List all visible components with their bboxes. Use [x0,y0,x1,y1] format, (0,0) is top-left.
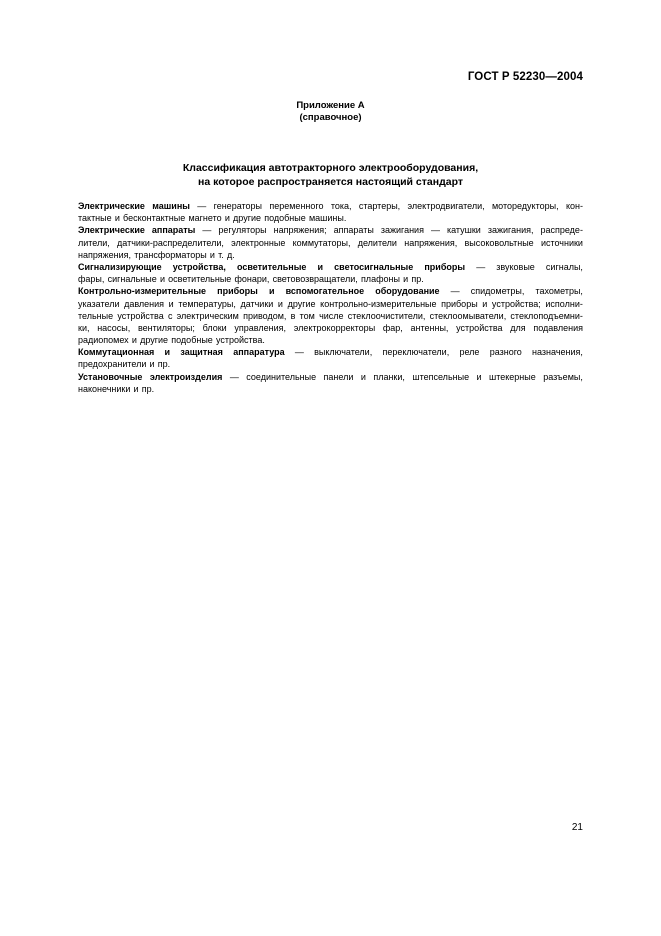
entry-word: штепсельные [412,371,470,382]
entry-term-word: осветительные [236,261,307,272]
appendix-title: Приложение А [296,100,365,111]
entry-term-word: устройства, [172,261,226,272]
entry-word: разного [489,347,522,358]
entry-word: электрокорректоры [293,322,376,333]
entry-line [78,310,583,322]
entry-word: катушки [446,225,481,236]
em-dash: — [229,371,239,382]
classification-entry [78,285,583,346]
entry-term-word: Установочные [78,371,143,382]
entry-word: сигнальные [107,274,157,285]
entry-line [78,212,583,224]
entry-word: вентиляторы; [137,322,195,333]
entry-word: и [159,274,165,285]
entry-word: электронные [231,237,286,248]
entry-word: устройства [117,310,164,321]
appendix-heading [0,100,661,124]
entry-word: моторедукторы, [491,201,559,211]
entry-word: ки, [78,322,90,333]
entry-first-line [78,346,583,358]
entry-term-word: аппараты [151,225,196,236]
entry-word: стеклоомыватели, [429,310,507,321]
entry-word: источники [540,237,583,248]
entry-word: числе [319,310,344,321]
entry-word: магнето [188,213,222,224]
entry-word: и [277,298,283,309]
entry-word: звуковые [496,261,535,272]
entry-word: напряжения, [78,249,132,260]
entry-word: спидометры, [470,286,525,297]
section-title-line-2: на которое распространяется настоящий стандарт [198,175,463,188]
entry-term-word: Электрические [78,225,145,236]
entry-term-word: вспомогательное [285,286,365,297]
entry-word: пр. [157,359,171,370]
entry-word: устройства; [491,298,541,309]
entry-term-word: Коммутационная [78,347,155,358]
entry-word: предохранители [78,359,147,370]
entry-word: стеклоочистители, [347,310,426,321]
entry-word: приборы [441,298,478,309]
entry-term-word: светосигнальные [334,261,414,272]
classification-entry [78,200,583,224]
entry-word: разъемы, [543,371,583,382]
entry-line [78,249,583,261]
entry-word: лители, [78,237,110,248]
entry-word: другие [140,335,169,346]
entry-word: машины. [308,213,347,224]
entry-word: пр. [141,383,155,394]
entry-word: т. [218,249,224,260]
entry-word: зажигания [380,225,424,236]
entry-word: тока, [330,201,352,211]
em-dash: — [476,261,486,272]
entry-word: тельные [78,310,114,321]
classification-entry [78,261,583,285]
entry-term-word: Контрольно-измерительные [78,286,207,297]
entry-line [78,334,583,346]
entry-term-word: защитная [180,347,223,358]
entry-line [78,358,583,370]
entry-word: трансформаторы [134,249,207,260]
entry-word: штекерные [489,371,536,382]
appendix-note: (справочное) [299,112,362,123]
entry-word: стартеры, [358,201,401,211]
entry-word: и [403,274,409,285]
entry-word: световозвращатели, [272,274,358,285]
entry-line [78,383,583,395]
section-title [0,162,661,189]
entry-first-line [78,200,583,212]
entry-term-word: и [268,286,275,297]
entry-word: напряжения, [404,237,458,248]
entry-word: переменного [269,201,324,211]
page-number: 21 [571,822,583,833]
entry-word: фар, [382,322,403,333]
entry-word: и [131,335,137,346]
entry-word: коммутаторы, [292,237,351,248]
entry-word: давления [124,298,165,309]
entry-word: исполни- [545,298,583,309]
entry-word: подобные [171,335,213,346]
entry-line [78,298,583,310]
entry-word: напряжения; [273,225,327,236]
entry-term-word: аппаратура [233,347,285,358]
entry-term-word: Сигнализирующие [78,261,162,272]
entry-word: и [168,298,174,309]
entry-word: том [299,310,315,321]
entry-word: и [133,383,139,394]
entry-word: тактные [78,213,112,224]
entry-word: с [167,310,173,321]
entry-word: блоки [202,322,227,333]
entry-word: и [149,359,155,370]
entry-term-word: приборы [217,286,258,297]
entry-word: радиопомех [78,335,129,346]
entry-word: электродвигатели, [407,201,485,211]
entry-word: для [510,322,526,333]
entry-word: наконечники [78,383,131,394]
classification-entry [78,224,583,261]
entry-word: фонари, [234,274,270,285]
entry-word: панели [323,371,354,382]
entry-word: переключатели, [382,347,450,358]
entry-term-word: Электрические [78,201,145,211]
entry-word: планки, [373,371,405,382]
entry-word: приводом, [243,310,287,321]
entry-word: и [482,298,488,309]
entry-word: пр. [411,274,424,285]
entry-term-word: машины [152,201,190,211]
entry-word: подавления [533,322,583,333]
entry-word: соединительные [246,371,317,382]
em-dash: — [294,347,304,358]
entry-word: плафоны [360,274,400,285]
entry-word: высоковольтные [464,237,534,248]
entry-word: другие [287,298,316,309]
entry-word: аппараты [333,225,374,236]
entry-word: антенны, [410,322,449,333]
entry-term-word: и [164,347,171,358]
entry-word: и [224,213,230,224]
entry-word: управления, [234,322,287,333]
entry-word: зажигания, [487,225,534,236]
entry-word: температуры, [178,298,236,309]
entry-first-line [78,261,583,273]
entry-term-word: электроизделия [149,371,223,382]
entry-word: осветительные [168,274,232,285]
entry-word: сигналы, [545,261,583,272]
entry-word: устройства [456,322,503,333]
entry-word: генераторы [213,201,263,211]
document-code: ГОСТ Р 52230—2004 [467,71,583,83]
em-dash: — [202,225,212,236]
entry-term-word: оборудование [375,286,440,297]
entry-word: в [290,310,296,321]
entry-word: — [430,225,440,236]
entry-first-line [78,285,583,297]
section-title-line-1: Классификация автотракторного электрооборудования, [182,162,479,174]
entry-word: датчики [240,298,274,309]
entry-word: назначения, [532,347,583,358]
entry-word: распреде- [540,225,583,236]
entry-word: тахометры, [535,286,583,297]
entry-line [78,322,583,334]
entry-word: выключатели, [314,347,373,358]
entry-word: д. [226,249,235,260]
entry-word: другие [233,213,262,224]
entry-word: указатели [78,298,120,309]
entry-word: датчики-распределители, [117,237,224,248]
entry-word: реле [459,347,480,358]
entry-word: стеклоподъемни- [510,310,583,321]
entry-word: бесконтактные [123,213,186,224]
entry-word: регуляторы [218,225,267,236]
em-dash: — [197,201,207,211]
entry-word: кон- [565,201,583,211]
entry-line [78,273,583,285]
entry-word: и [476,371,482,382]
entry-word: и [360,371,366,382]
entry-first-line [78,224,583,236]
entry-word: и [114,213,120,224]
entry-word: фары, [78,274,105,285]
classification-entry [78,371,583,395]
entry-word: насосы, [97,322,131,333]
entry-word: и [209,249,215,260]
entry-term-word: приборы [424,261,466,272]
entry-first-line [78,371,583,383]
entry-word: контрольно-измерительные [320,298,437,309]
entry-line [78,237,583,249]
entry-term-word: и [317,261,324,272]
entry-word: электрическим [176,310,239,321]
entry-word: устройства. [215,335,265,346]
entry-word: делители [357,237,397,248]
entry-word: подобные [264,213,306,224]
classification-entry [78,346,583,370]
em-dash: — [450,286,460,297]
classification-list [78,200,583,395]
